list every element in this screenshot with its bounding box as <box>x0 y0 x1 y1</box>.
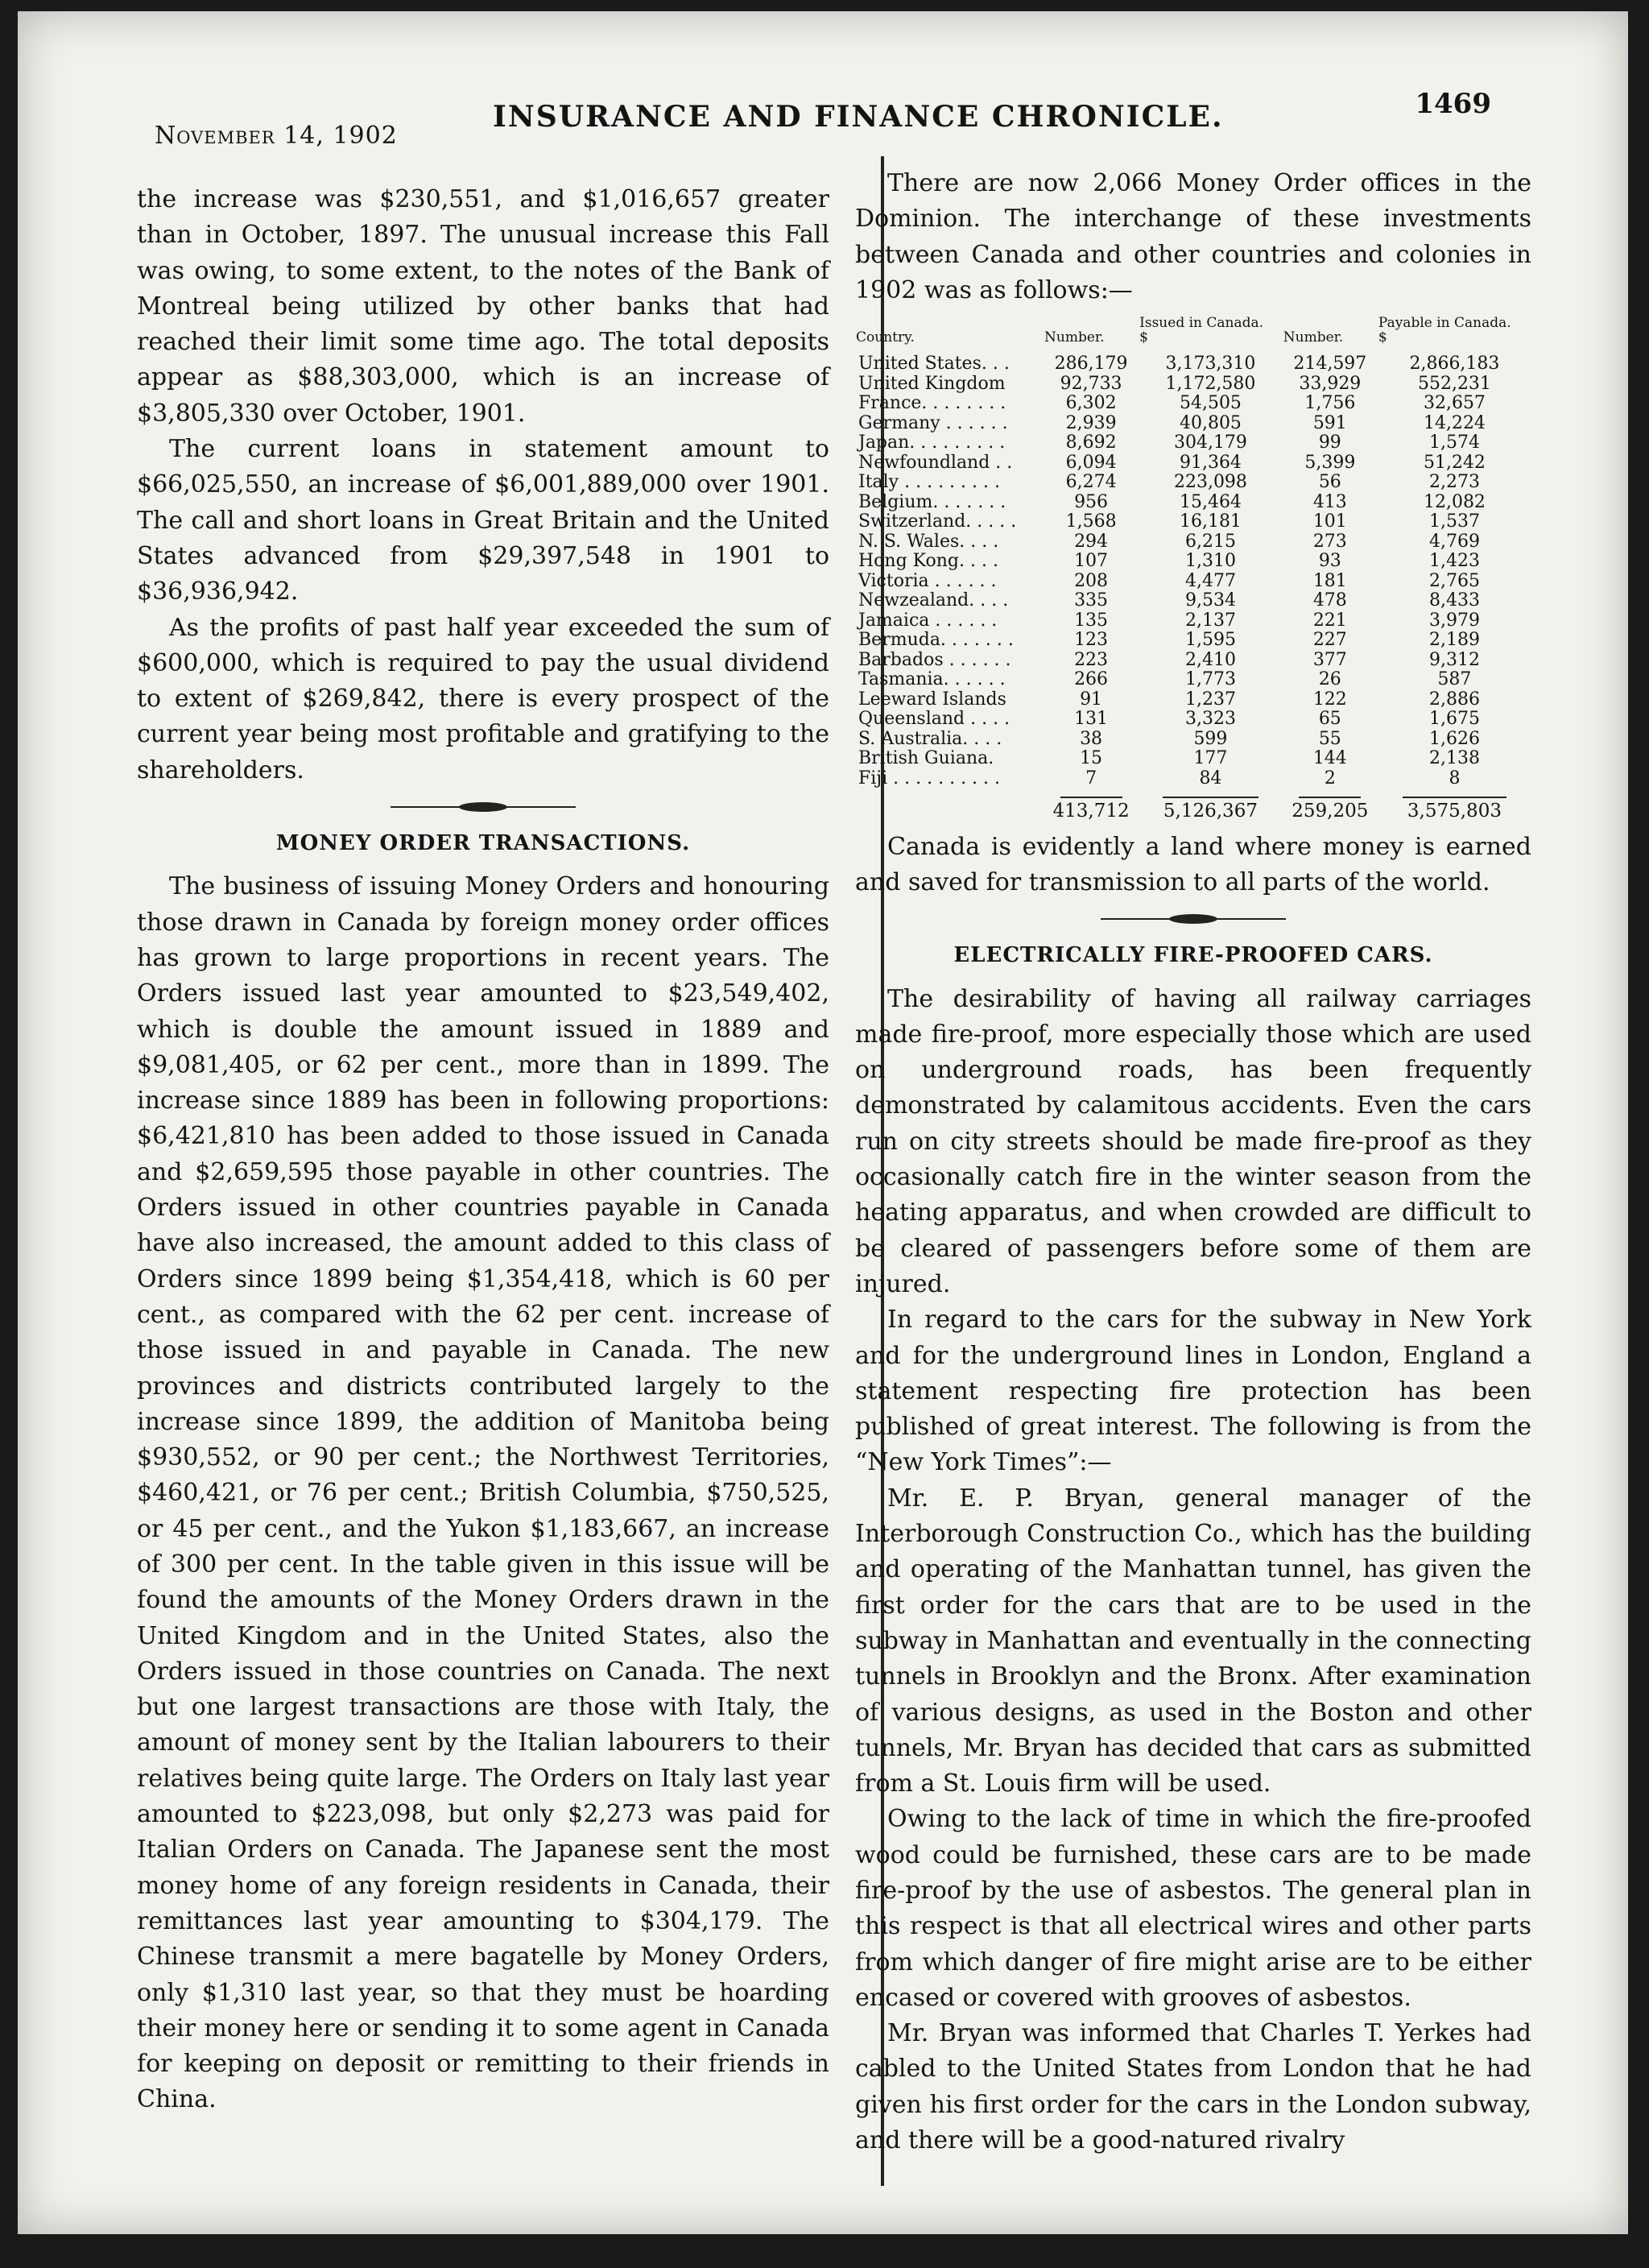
cell-payable: 1,537 <box>1428 511 1480 532</box>
cell-issued: 177 <box>1193 748 1228 769</box>
ornamental-separator <box>1101 912 1286 926</box>
cell-country: British Guiana. <box>858 748 994 769</box>
cell-payable: 12,082 <box>1423 491 1486 512</box>
table-row <box>855 631 1531 651</box>
table-row <box>855 375 1531 395</box>
left-paragraph-3: As the profits of past half year exceeded the sum of $600,000, which is required to pay the usual dividend to extent of $269,842, there is every prospect of the current year being most profitable and gratifying to the shareholders. <box>137 613 829 784</box>
cell-country: Tasmania. . . . . . <box>858 669 1006 690</box>
cell-payable: 2,765 <box>1428 570 1480 591</box>
cell-issued: 1,773 <box>1184 669 1236 690</box>
cell-country: United Kingdom <box>858 373 1006 394</box>
left-paragraph-2: The current loans in statement amount to $66,025,550, an increase of $6,001,889,000 over 1901. The call and short loans in Great Britain and the United States advanced from $29,397,548 in 1901 to $36,936,942. <box>137 435 829 606</box>
cell-country: France. . . . . . . . <box>858 393 1006 414</box>
cell-country: N. S. Wales. . . . <box>858 531 999 552</box>
cell-country: S. Australia. . . . <box>858 728 1002 749</box>
cell-number-issued: 135 <box>1074 610 1109 631</box>
cell-issued: 599 <box>1193 728 1228 749</box>
cell-number-payable: 55 <box>1318 728 1341 749</box>
section-heading-money-orders: MONEY ORDER TRANSACTIONS. <box>275 831 691 856</box>
cell-payable: 1,423 <box>1428 551 1480 572</box>
cell-country: Belgium. . . . . . . <box>858 491 1006 512</box>
cell-number-payable: 413 <box>1312 491 1347 512</box>
table-row <box>855 572 1531 592</box>
cell-payable: 14,224 <box>1423 412 1486 433</box>
cell-number-payable: 478 <box>1312 590 1347 611</box>
table-row <box>855 552 1531 572</box>
table-row <box>855 453 1531 474</box>
cell-issued: 304,179 <box>1173 432 1247 453</box>
table-header-row <box>855 315 1531 354</box>
after-table-text: Canada is evidently a land where money is earned and saved for transmission to all parts of the world. <box>855 832 1531 896</box>
table-row <box>855 493 1531 513</box>
cell-issued: 16,181 <box>1179 511 1242 532</box>
cell-number-payable: 65 <box>1318 709 1341 730</box>
cell-country: Bermuda. . . . . . . <box>858 630 1014 651</box>
right-paragraph-5: Mr. Bryan was informed that Charles T. Yerkes had cabled to the United States from London that he had given his first order for the cars in the London subway, and there will be a good-natured rivalry <box>855 2019 1531 2155</box>
cell-number-payable: 2 <box>1324 768 1336 788</box>
cell-payable: 2,273 <box>1428 472 1480 493</box>
table-row <box>855 730 1531 750</box>
col-header-number-payable: Number. <box>1283 329 1344 346</box>
cell-number-payable: 221 <box>1312 610 1347 631</box>
cell-country: Leeward Islands <box>858 689 1006 710</box>
total-issued: 5,126,367 <box>1139 788 1283 822</box>
table-row <box>855 611 1531 631</box>
cell-country: United States. . . <box>858 354 1010 375</box>
col-header-number-issued: Number. <box>1044 329 1105 346</box>
table-row <box>855 394 1531 414</box>
table-row <box>855 414 1531 434</box>
table-row <box>855 749 1531 769</box>
cell-number-issued: 1,568 <box>1065 511 1117 532</box>
cell-number-payable: 5,399 <box>1304 452 1356 473</box>
section-heading-fire-proofed-cars: ELECTRICALLY FIRE-PROOFED CARS. <box>953 943 1433 968</box>
table-row <box>855 651 1531 671</box>
total-number-payable: 259,205 <box>1283 788 1378 822</box>
cell-payable: 8 <box>1449 768 1461 788</box>
table-row <box>855 512 1531 532</box>
cell-number-issued: 91 <box>1080 689 1103 710</box>
cell-number-issued: 7 <box>1085 768 1097 788</box>
cell-issued: 6,215 <box>1184 531 1236 552</box>
cell-issued: 40,805 <box>1179 412 1242 433</box>
col-header-country: Country. <box>856 329 915 346</box>
newspaper-page <box>18 11 1628 2234</box>
total-number-issued: 413,712 <box>1044 788 1139 822</box>
cell-payable: 1,574 <box>1428 432 1480 453</box>
total-payable: 3,575,803 <box>1378 788 1531 822</box>
cell-country: Switzerland. . . . . <box>858 511 1017 532</box>
table-row <box>855 670 1531 690</box>
cell-number-issued: 266 <box>1074 669 1109 690</box>
cell-country: Italy . . . . . . . . . <box>858 472 1000 493</box>
cell-number-payable: 26 <box>1318 669 1341 690</box>
cell-payable: 32,657 <box>1423 393 1486 414</box>
table-row <box>855 354 1531 375</box>
cell-payable: 51,242 <box>1423 452 1486 473</box>
cell-number-issued: 8,692 <box>1065 432 1117 453</box>
cell-number-payable: 101 <box>1312 511 1347 532</box>
table-row <box>855 591 1531 611</box>
cell-payable: 2,138 <box>1428 748 1480 769</box>
cell-issued: 2,410 <box>1184 649 1236 670</box>
table-totals-row <box>855 788 1531 822</box>
cell-number-issued: 286,179 <box>1054 354 1128 375</box>
cell-country: Newzealand. . . . <box>858 590 1009 611</box>
table-row <box>855 690 1531 710</box>
cell-issued: 9,534 <box>1184 590 1236 611</box>
table-row <box>855 473 1531 493</box>
cell-number-issued: 335 <box>1074 590 1109 611</box>
cell-number-issued: 294 <box>1074 531 1109 552</box>
table-row <box>855 769 1531 789</box>
cell-number-payable: 56 <box>1318 472 1341 493</box>
page-number: 1469 <box>1415 88 1491 120</box>
cell-number-issued: 131 <box>1074 709 1109 730</box>
cell-number-payable: 144 <box>1312 748 1347 769</box>
cell-number-issued: 15 <box>1080 748 1103 769</box>
cell-payable: 2,886 <box>1428 689 1480 710</box>
publication-title: INSURANCE AND FINANCE CHRONICLE. <box>493 100 1224 134</box>
right-paragraph-1: The desirability of having all railway carriages made fire-proof, more especially those which are used on underground roads, has been frequently demonstrated by calamitous accidents. Even the cars run on city streets should be made fire-proof as they occasionally catch fire in the winter season from the heating apparatus, and when crowded are difficult to be cleared of passengers before some of them are injured. <box>855 984 1531 1298</box>
ornamental-separator <box>391 800 576 814</box>
cell-payable: 2,866,183 <box>1409 354 1500 375</box>
cell-number-issued: 38 <box>1080 728 1103 749</box>
cell-country: Fiji . . . . . . . . . . <box>858 768 1001 788</box>
cell-number-issued: 92,733 <box>1060 373 1122 394</box>
right-paragraph-2: In regard to the cars for the subway in New York and for the underground lines in London, England a statement respecting fire protection has been published of great interest. The following is from the “New York Times”:— <box>855 1306 1531 1477</box>
cell-issued: 3,323 <box>1184 709 1236 730</box>
cell-payable: 9,312 <box>1428 649 1480 670</box>
cell-number-issued: 6,094 <box>1065 452 1117 473</box>
right-intro: There are now 2,066 Money Order offices in the Dominion. The interchange of these investments between Canada and other countries and colonies in 1902 was as follows:— <box>855 169 1531 304</box>
cell-number-payable: 377 <box>1312 649 1347 670</box>
right-paragraph-4: Owing to the lack of time in which the fire-proofed wood could be furnished, these cars are to be made fire-proof by the use of asbestos. The general plan in this respect is that all electrical wires and other parts from which danger of fire might arise are to be either encased or covered with grooves of asbestos. <box>855 1805 1531 2012</box>
issue-date: November 14, 1902 <box>155 122 398 150</box>
cell-country: Queensland . . . . <box>858 709 1010 730</box>
cell-payable: 1,675 <box>1428 709 1480 730</box>
table-row <box>855 532 1531 553</box>
table-body <box>855 354 1531 788</box>
cell-number-issued: 956 <box>1074 491 1109 512</box>
cell-number-payable: 33,929 <box>1299 373 1362 394</box>
cell-number-payable: 93 <box>1318 551 1341 572</box>
cell-country: Germany . . . . . . <box>858 412 1008 433</box>
left-paragraph-4: The business of issuing Money Orders and honouring those drawn in Canada by foreign money order offices has grown to large proportions in recent years. The Orders issued last year amounted to $23,549,402, which is double the amount issued in 1889 and $9,081,405, or 62 per cent., more than in 1899. The increase since 1889 has been in following proportions: $6,421,810 has been added to those issued in Canada and $2,659,595 those payable in other countries. The Orders issued in other countries payable in Canada have also increased, the amount added to this class of Orders since 1899 being $1,354,418, which is 60 per cent., as compared with the 62 per cent. increase of those issued in and payable in Canada. The new provinces and districts contributed largely to the increase since 1899, the addition of Manitoba being $930,552, or 90 per cent.; the Northwest Territories, $460,421, or 76 per cent.; British Columbia, $750,525, or 45 per cent., and the Yukon $1,183,667, an increase of 300 per cent. In the table given in this issue will be found the amounts of the Money Orders drawn in the United Kingdom and in the United States, also the Orders issued in those countries on Canada. The next but one largest transactions are those with Italy, the amount of money sent by the Italian labourers to their relatives being quite large. The Orders on Italy last year amounted to $223,098, but only $2,273 was paid for Italian Orders on Canada. The Japanese sent the most money home of any foreign residents in Canada, their remittances last year amounting to $304,179. The Chinese transmit a mere bagatelle by Money Orders, only $1,310 last year, so that they must be hoarding their money here or sending it to some agent in Canada for keeping on deposit or remitting to their friends in China. <box>137 872 829 2114</box>
left-column <box>137 182 829 2118</box>
cell-number-payable: 227 <box>1312 630 1347 651</box>
cell-country: Victoria . . . . . . <box>858 570 997 591</box>
table-row <box>855 433 1531 453</box>
cell-number-payable: 214,597 <box>1293 354 1367 375</box>
cell-country: Japan. . . . . . . . . <box>858 432 1006 453</box>
cell-payable: 8,433 <box>1428 590 1480 611</box>
cell-issued: 2,137 <box>1184 610 1236 631</box>
cell-number-payable: 122 <box>1312 689 1347 710</box>
cell-number-payable: 181 <box>1312 570 1347 591</box>
cell-number-issued: 208 <box>1074 570 1109 591</box>
cell-issued: 4,477 <box>1184 570 1236 591</box>
cell-country: Jamaica . . . . . . <box>858 610 998 631</box>
cell-number-payable: 273 <box>1312 531 1347 552</box>
cell-issued: 1,172,580 <box>1165 373 1256 394</box>
cell-payable: 2,189 <box>1428 630 1480 651</box>
cell-payable: 552,231 <box>1417 373 1491 394</box>
money-order-table <box>855 315 1531 822</box>
cell-issued: 54,505 <box>1179 393 1242 414</box>
cell-number-issued: 2,939 <box>1065 412 1117 433</box>
cell-number-issued: 123 <box>1074 630 1109 651</box>
cell-country: Hong Kong. . . . <box>858 551 998 572</box>
cell-issued: 84 <box>1199 768 1222 788</box>
cell-issued: 1,237 <box>1184 689 1236 710</box>
cell-number-issued: 6,274 <box>1065 472 1117 493</box>
cell-issued: 1,595 <box>1184 630 1236 651</box>
cell-country: Barbados . . . . . . <box>858 649 1011 670</box>
col-header-issued: Issued in Canada. $ <box>1139 315 1264 346</box>
cell-payable: 4,769 <box>1428 531 1480 552</box>
cell-payable: 3,979 <box>1428 610 1480 631</box>
cell-number-issued: 6,302 <box>1065 393 1117 414</box>
cell-number-payable: 99 <box>1318 432 1341 453</box>
right-paragraph-3: Mr. E. P. Bryan, general manager of the Interborough Construction Co., which has the building and operating of the Manhattan tunnel, has given the first order for the cars that are to be used in the subway in Manhattan and eventually in the connecting tunnels in Brooklyn and the Bronx. After examination of various designs, as used in the Boston and other tunnels, Mr. Bryan has decided that cars as submitted from a St. Louis firm will be used. <box>855 1484 1531 1798</box>
cell-number-issued: 107 <box>1074 551 1109 572</box>
cell-issued: 91,364 <box>1179 452 1242 473</box>
page-header <box>138 88 1507 150</box>
cell-issued: 3,173,310 <box>1165 354 1256 375</box>
table-row <box>855 710 1531 730</box>
cell-number-issued: 223 <box>1074 649 1109 670</box>
cell-issued: 223,098 <box>1173 472 1247 493</box>
col-header-payable: Payable in Canada. $ <box>1378 315 1511 346</box>
cell-number-payable: 591 <box>1312 412 1347 433</box>
cell-payable: 587 <box>1437 669 1472 690</box>
cell-issued: 15,464 <box>1179 491 1242 512</box>
right-column <box>855 166 1531 2158</box>
cell-country: Newfoundland . . <box>858 452 1013 473</box>
cell-number-payable: 1,756 <box>1304 393 1356 414</box>
cell-issued: 1,310 <box>1184 551 1236 572</box>
cell-payable: 1,626 <box>1428 728 1480 749</box>
left-paragraph-1: the increase was $230,551, and $1,016,657 greater than in October, 1897. The unusual increase this Fall was owing, to some extent, to the notes of the Bank of Montreal being utilized by other banks that had reached their limit some time ago. The total deposits appear as $88,303,000, which is an increase of $3,805,330 over October, 1901. <box>137 185 829 428</box>
